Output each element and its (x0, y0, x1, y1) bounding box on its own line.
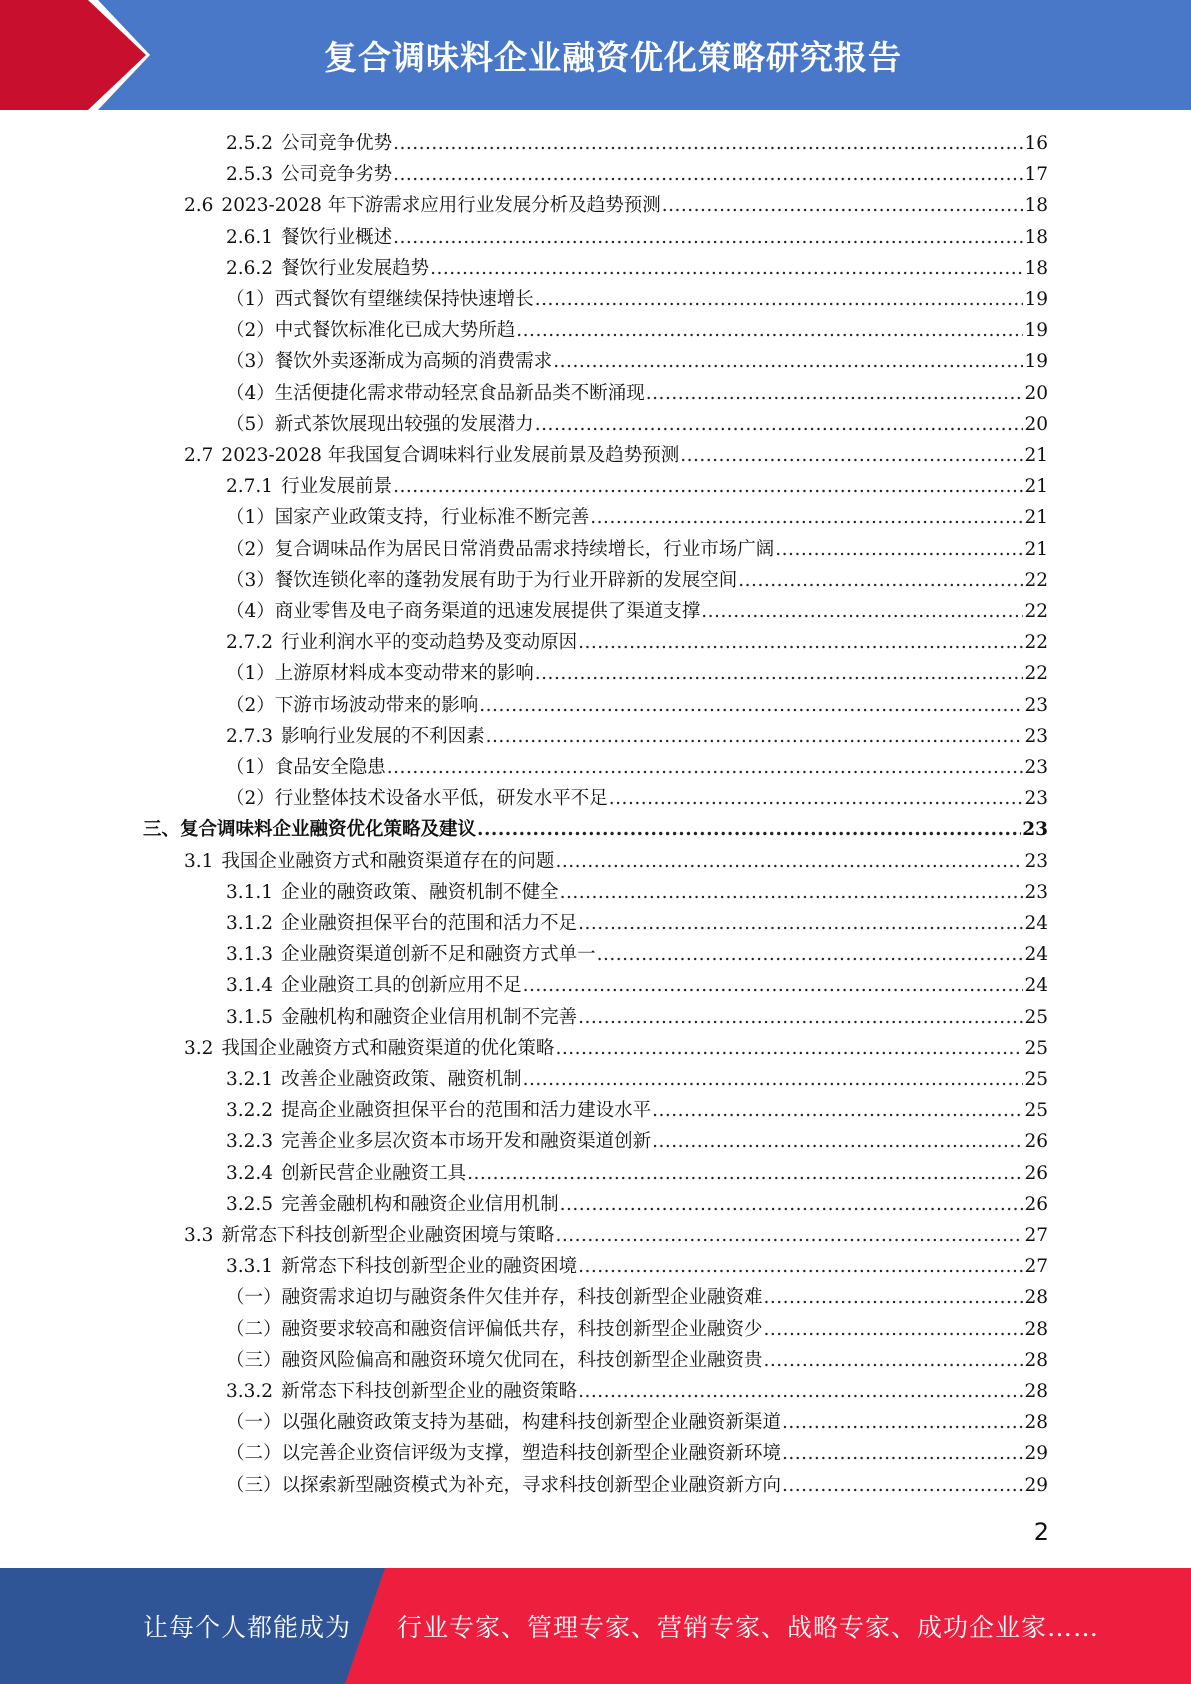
toc-entry-title: 我国企业融资方式和融资渠道存在的问题 (221, 850, 555, 872)
toc-entry-title: 融资要求较高和融资信评偏低共存，科技创新型企业融资少 (281, 1318, 763, 1340)
toc-entry[interactable] (226, 534, 1048, 565)
toc-entry-title: 完善企业多层次资本市场开发和融资渠道创新 (281, 1131, 652, 1153)
toc-entry-title: 复合调味料企业融资优化策略及建议 (180, 819, 477, 841)
toc-entry-number: （1） (226, 289, 275, 310)
toc-leader-dots (609, 783, 1024, 814)
toc-entry-page: 28 (1024, 1318, 1048, 1340)
toc-leader-dots (535, 409, 1024, 440)
toc-entry-page: 28 (1024, 1349, 1048, 1371)
footer-banner (0, 1568, 1191, 1684)
toc-entry-number: （二） (226, 1318, 282, 1340)
toc-entry-page: 24 (1024, 944, 1048, 966)
toc-entry-page: 23 (1024, 788, 1048, 810)
toc-entry-number: 3.1.2 (226, 913, 274, 934)
toc-entry[interactable] (226, 970, 1048, 1001)
toc-entry-number: 3.1.5 (226, 1006, 274, 1028)
toc-entry-title: 行业发展前景 (281, 476, 393, 498)
toc-entry-page: 23 (1022, 819, 1048, 841)
toc-entry[interactable] (184, 440, 1048, 471)
toc-entry-number: 3.3 (184, 1225, 214, 1246)
toc-entry[interactable] (226, 1251, 1048, 1282)
toc-leader-dots (578, 908, 1023, 939)
toc-entry-title: 影响行业发展的不利因素 (281, 725, 485, 747)
toc-entry-title: 上游原材料成本变动带来的影响 (274, 663, 534, 685)
toc-leader-dots (738, 565, 1023, 596)
toc-entry-number: 3.1.3 (226, 944, 274, 966)
toc-entry[interactable] (226, 1126, 1048, 1157)
toc-entry-title: 新式茶饮展现出较强的发展潜力 (274, 413, 534, 435)
toc-entry[interactable] (226, 159, 1048, 190)
toc-leader-dots (555, 846, 1023, 877)
toc-entry-title: 中式餐饮标准化已成大势所趋 (274, 320, 516, 342)
toc-entry-title: 新常态下科技创新型企业的融资策略 (281, 1381, 578, 1402)
toc-leader-dots (578, 1002, 1023, 1033)
toc-entry-page: 29 (1024, 1443, 1048, 1465)
toc-entry[interactable] (226, 877, 1048, 908)
toc-entry-number: 2.6 (184, 195, 214, 217)
toc-leader-dots (479, 690, 1023, 721)
toc-entry[interactable] (226, 284, 1048, 315)
toc-entry-title: 完善金融机构和融资企业信用机制 (281, 1193, 559, 1215)
toc-entry[interactable] (226, 752, 1048, 783)
toc-entry-page: 29 (1024, 1474, 1048, 1496)
toc-entry-title: 提高企业融资担保平台的范围和活力建设水平 (281, 1100, 652, 1122)
toc-entry[interactable] (226, 128, 1048, 159)
toc-entry-title: 融资需求迫切与融资条件欠佳并存，科技创新型企业融资难 (281, 1287, 763, 1309)
toc-entry[interactable] (226, 908, 1048, 939)
toc-leader-dots (590, 502, 1023, 533)
toc-entry-page: 22 (1024, 569, 1048, 591)
toc-leader-dots (555, 1033, 1023, 1064)
toc-leader-dots (764, 1282, 1024, 1313)
toc-entry-title: 融资风险偏高和融资环境欠优同在，科技创新型企业融资贵 (281, 1349, 763, 1371)
toc-leader-dots (560, 877, 1024, 908)
toc-entry[interactable] (226, 378, 1048, 409)
toc-leader-dots (393, 222, 1023, 253)
toc-leader-dots (467, 1158, 1023, 1189)
toc-leader-dots (782, 1470, 1023, 1501)
toc-leader-dots (764, 1345, 1024, 1376)
toc-entry-title: 公司竞争优势 (281, 133, 393, 154)
toc-entry-title: 国家产业政策支持，行业标准不断完善 (274, 507, 590, 529)
toc-entry-number: 2.5.2 (226, 133, 274, 154)
toc-entry-number: （三） (226, 1474, 282, 1496)
toc-entry-page: 25 (1024, 1100, 1048, 1122)
toc-entry-title: 新常态下科技创新型企业融资困境与策略 (221, 1225, 555, 1246)
toc-entry-number: （5） (226, 413, 275, 435)
toc-leader-dots (652, 1095, 1023, 1126)
toc-entry-title: 以完善企业资信评级为支撑，塑造科技创新型企业融资新环境 (281, 1443, 782, 1465)
toc-leader-dots (701, 596, 1023, 627)
toc-entry[interactable] (226, 939, 1048, 970)
toc-entry-title: 行业整体技术设备水平低，研发水平不足 (274, 788, 608, 810)
toc-leader-dots (764, 1314, 1024, 1345)
toc-entry-page: 21 (1024, 507, 1048, 529)
toc-entry-page: 22 (1024, 601, 1048, 622)
toc-entry-page: 22 (1024, 663, 1048, 685)
toc-entry-page: 23 (1024, 757, 1048, 778)
toc-entry[interactable] (226, 1002, 1048, 1033)
toc-entry-page: 19 (1024, 320, 1048, 342)
toc-entry-number: 3.2.5 (226, 1193, 274, 1215)
toc-entry-page: 28 (1024, 1412, 1048, 1434)
toc-entry-title: 复合调味品作为居民日常消费品需求持续增长，行业市场广阔 (274, 538, 775, 560)
toc-leader-dots (578, 1376, 1023, 1407)
toc-entry-page: 24 (1024, 975, 1048, 997)
toc-entry-title: 西式餐饮有望继续保持快速增长 (274, 289, 534, 310)
toc-entry-page: 26 (1024, 1193, 1048, 1215)
toc-entry[interactable] (226, 315, 1048, 346)
toc-entry[interactable] (226, 1345, 1048, 1376)
toc-entry-title: 餐饮外卖逐渐成为高频的消费需求 (274, 351, 553, 373)
toc-entry-title: 2023-2028 年下游需求应用行业发展分析及趋势预测 (221, 195, 661, 217)
toc-entry-page: 23 (1024, 881, 1048, 903)
toc-leader-dots (393, 159, 1023, 190)
footer-slogan-right: 行业专家、管理专家、营销专家、战略专家、成功企业家…… (397, 1613, 1100, 1642)
toc-entry[interactable] (226, 222, 1048, 253)
toc-entry[interactable] (226, 783, 1048, 814)
toc-entry-number: 3.2.4 (226, 1162, 274, 1184)
toc-entry-number: 3.1 (184, 850, 214, 872)
toc-entry-page: 25 (1024, 1037, 1048, 1059)
toc-entry-title: 企业的融资政策、融资机制不健全 (281, 881, 559, 903)
toc-entry-number: （2） (226, 538, 275, 560)
toc-leader-dots (477, 814, 1021, 845)
toc-entry-page: 23 (1024, 694, 1048, 716)
toc-entry[interactable] (143, 814, 1048, 845)
toc-entry-title: 以探索新型融资模式为补充，寻求科技创新型企业融资新方向 (281, 1474, 782, 1496)
toc-leader-dots (652, 1126, 1023, 1157)
toc-leader-dots (578, 1251, 1023, 1282)
toc-entry-page: 23 (1024, 850, 1048, 872)
toc-entry-title: 公司竞争劣势 (281, 164, 393, 186)
toc-leader-dots (680, 440, 1023, 471)
toc-entry[interactable] (184, 1033, 1048, 1064)
toc-entry-title: 商业零售及电子商务渠道的迅速发展提供了渠道支撑 (274, 601, 701, 622)
toc-entry-title: 企业融资渠道创新不足和融资方式单一 (281, 944, 596, 966)
toc-leader-dots (393, 128, 1023, 159)
toc-entry-page: 18 (1024, 257, 1048, 279)
toc-entry[interactable] (226, 1282, 1048, 1313)
toc-entry[interactable] (226, 1064, 1048, 1095)
toc-entry[interactable] (226, 658, 1048, 689)
toc-entry-title: 生活便捷化需求带动轻烹食品新品类不断涌现 (274, 382, 645, 404)
toc-entry-number: 3.2 (184, 1037, 214, 1059)
toc-entry[interactable] (226, 1095, 1048, 1126)
toc-entry-title: 食品安全隐患 (274, 757, 386, 778)
toc-entry-number: 2.7.2 (226, 632, 274, 654)
toc-entry-number: （3） (226, 351, 275, 373)
toc-entry-page: 23 (1024, 725, 1048, 747)
toc-entry-page: 26 (1024, 1162, 1048, 1184)
toc-leader-dots (555, 1220, 1023, 1251)
toc-entry-title: 企业融资工具的创新应用不足 (281, 975, 522, 997)
toc-entry-number: （1） (226, 663, 275, 685)
toc-entry-page: 18 (1024, 226, 1048, 248)
toc-leader-dots (553, 346, 1023, 377)
toc-entry-title: 餐饮行业发展趋势 (281, 257, 430, 279)
toc-entry[interactable] (226, 627, 1048, 658)
toc-entry-page: 24 (1024, 913, 1048, 934)
toc-entry-number: 3.2.1 (226, 1069, 274, 1090)
toc-entry-number: （二） (226, 1443, 282, 1465)
toc-entry-page: 22 (1024, 632, 1048, 654)
toc-entry-number: 3.1.4 (226, 975, 274, 997)
toc-entry[interactable] (226, 346, 1048, 377)
toc-entry-title: 2023-2028 年我国复合调味料行业发展前景及趋势预测 (221, 445, 680, 466)
toc-entry-page: 27 (1024, 1225, 1048, 1246)
toc-entry[interactable] (226, 721, 1048, 752)
toc-entry-number: 3.3.1 (226, 1256, 274, 1278)
toc-leader-dots (560, 1189, 1024, 1220)
toc-entry-number: （2） (226, 788, 275, 810)
toc-entry-title: 创新民营企业融资工具 (281, 1162, 467, 1184)
toc-entry-number: 3.2.3 (226, 1131, 274, 1153)
toc-entry[interactable] (226, 690, 1048, 721)
toc-leader-dots (387, 752, 1024, 783)
toc-entry-page: 19 (1024, 351, 1048, 373)
toc-entry-number: 3.2.2 (226, 1100, 274, 1122)
toc-entry[interactable] (184, 1220, 1048, 1251)
toc-leader-dots (578, 627, 1023, 658)
toc-leader-dots (430, 253, 1023, 284)
toc-entry[interactable] (226, 253, 1048, 284)
toc-entry-title: 金融机构和融资企业信用机制不完善 (281, 1006, 578, 1028)
toc-entry-number: 3.1.1 (226, 881, 274, 903)
toc-leader-dots (516, 315, 1023, 346)
toc-entry-title: 以强化融资政策支持为基础，构建科技创新型企业融资新渠道 (281, 1412, 782, 1434)
toc-entry-title: 新常态下科技创新型企业的融资困境 (281, 1256, 578, 1278)
toc-leader-dots (646, 378, 1024, 409)
toc-entry-title: 餐饮连锁化率的蓬勃发展有助于为行业开辟新的发展空间 (274, 569, 738, 591)
toc-entry-page: 17 (1024, 164, 1048, 186)
toc-entry[interactable] (226, 409, 1048, 440)
toc-entry-number: （3） (226, 569, 275, 591)
toc-entry-page: 21 (1024, 538, 1048, 560)
toc-entry-page: 21 (1024, 476, 1048, 498)
toc-entry-number: 2.7 (184, 445, 214, 466)
toc-entry-title: 行业利润水平的变动趋势及变动原因 (281, 632, 578, 654)
toc-entry-number: 2.5.3 (226, 164, 274, 186)
toc-entry-number: 三、 (143, 819, 181, 841)
toc-leader-dots (662, 190, 1024, 221)
toc-entry-page: 16 (1024, 133, 1048, 154)
toc-entry-number: 2.6.1 (226, 226, 274, 248)
toc-leader-dots (535, 284, 1024, 315)
toc-leader-dots (523, 970, 1024, 1001)
toc-entry[interactable] (226, 1438, 1048, 1469)
toc-entry-page: 27 (1024, 1256, 1048, 1278)
toc-entry-title: 下游市场波动带来的影响 (274, 694, 479, 716)
toc-entry[interactable] (226, 565, 1048, 596)
toc-entry-page: 18 (1024, 195, 1048, 217)
toc-entry-number: （2） (226, 320, 275, 342)
toc-leader-dots (597, 939, 1024, 970)
toc-entry-number: （4） (226, 601, 275, 622)
toc-entry[interactable] (184, 190, 1048, 221)
toc-entry-number: 2.6.2 (226, 257, 274, 279)
toc-entry[interactable] (226, 502, 1048, 533)
toc-entry-number: （一） (226, 1412, 282, 1434)
header-arrow-decoration (0, 0, 150, 110)
toc-entry-page: 20 (1024, 413, 1048, 435)
toc-entry-title: 我国企业融资方式和融资渠道的优化策略 (221, 1037, 555, 1059)
toc-entry-number: （1） (226, 757, 275, 778)
toc-entry-number: 2.7.1 (226, 476, 274, 498)
toc-entry-title: 餐饮行业概述 (281, 226, 393, 248)
toc-entry[interactable] (226, 1376, 1048, 1407)
footer-slogan-left: 让每个人都能成为 (143, 1613, 352, 1642)
toc-entry-number: （一） (226, 1287, 282, 1309)
toc-entry-number: 2.7.3 (226, 725, 274, 747)
document-title: 复合调味料企业融资优化策略研究报告 (324, 37, 902, 77)
page-number: 2 (1033, 1518, 1049, 1546)
toc-entry[interactable] (226, 596, 1048, 627)
toc-entry-page: 19 (1024, 289, 1048, 310)
toc-leader-dots (775, 534, 1023, 565)
toc-entry-number: （三） (226, 1349, 282, 1371)
toc-leader-dots (523, 1064, 1024, 1095)
toc-entry-number: （2） (226, 694, 275, 716)
toc-entry[interactable] (226, 1158, 1048, 1189)
toc-entry-title: 改善企业融资政策、融资机制 (281, 1069, 522, 1090)
toc-entry-page: 25 (1024, 1069, 1048, 1090)
toc-leader-dots (535, 658, 1024, 689)
toc-entry[interactable] (226, 1314, 1048, 1345)
toc-entry[interactable] (226, 1407, 1048, 1438)
toc-entry-number: （4） (226, 382, 275, 404)
toc-entry[interactable] (226, 471, 1048, 502)
toc-entry-page: 21 (1024, 445, 1048, 466)
toc-entry-page: 28 (1024, 1381, 1048, 1402)
toc-entry-page: 20 (1024, 382, 1048, 404)
toc-entry-title: 企业融资担保平台的范围和活力不足 (281, 913, 578, 934)
toc-leader-dots (486, 721, 1024, 752)
toc-leader-dots (393, 471, 1023, 502)
toc-entry-number: 3.3.2 (226, 1381, 274, 1402)
toc-entry-page: 28 (1024, 1287, 1048, 1309)
toc-entry[interactable] (184, 846, 1048, 877)
toc-entry[interactable] (226, 1470, 1048, 1501)
toc-leader-dots (782, 1407, 1023, 1438)
toc-entry-page: 26 (1024, 1131, 1048, 1153)
toc-entry-number: （1） (226, 507, 275, 529)
toc-entry-page: 25 (1024, 1006, 1048, 1028)
header-banner (0, 0, 1191, 110)
toc-entry[interactable] (226, 1189, 1048, 1220)
toc-leader-dots (782, 1438, 1023, 1469)
